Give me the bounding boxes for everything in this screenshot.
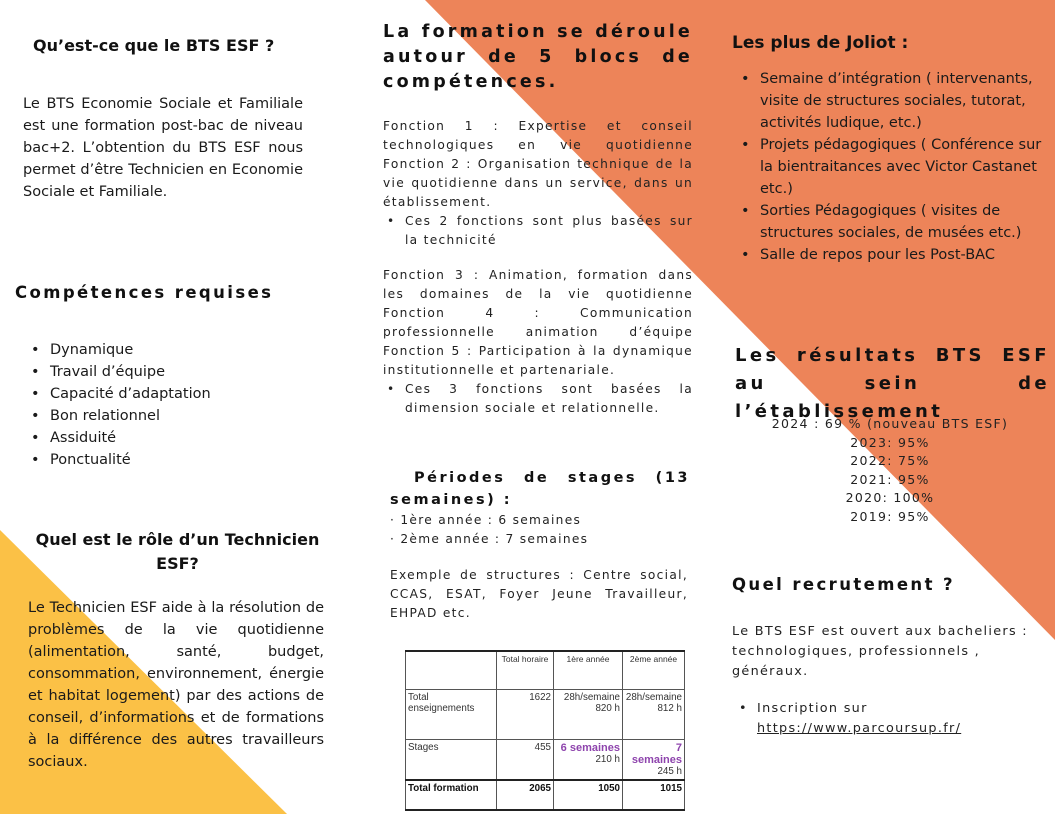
functions-1-2-text: Fonction 1 : Expertise et conseil technologiques en vie quotidienne Fonction 2 : Organisation technique de la vie quotidienne dans un service, dans un établissement. bbox=[383, 119, 693, 209]
results-list bbox=[740, 415, 1040, 526]
year1-hours: 210 h bbox=[595, 754, 620, 765]
hours-table bbox=[405, 650, 685, 811]
row-label: Total formation bbox=[406, 780, 497, 810]
year2-hours: 245 h bbox=[657, 766, 682, 777]
results-title: Les résultats BTS ESF au sein de l’établissement bbox=[735, 345, 1050, 422]
structure-examples: Exemple de structures : Centre social, CCAS, ESAT, Foyer Jeune Travailleur, EHPAD etc. bbox=[390, 568, 688, 620]
table-header-row bbox=[406, 651, 685, 690]
year1-rate: 28h/semaine bbox=[563, 692, 620, 703]
result-item: 2020: 100% bbox=[845, 490, 935, 505]
row-total: 2065 bbox=[497, 780, 554, 810]
skill-item: • Ponctualité bbox=[25, 449, 211, 471]
what-is-title: Qu’est-ce que le BTS ESF ? bbox=[33, 36, 275, 55]
plus-title: Les plus de Joliot : bbox=[732, 33, 909, 53]
role-body: Le Technicien ESF aide à la résolution de problèmes de la vie quotidienne (alimentation, santé, budget, consommation, environnement, énergie et habitat logement) par des actions de conseil, d’informations et de formations à la différence des autres travailleurs sociaux. bbox=[28, 600, 324, 770]
skill-item: • Dynamique bbox=[25, 339, 211, 361]
row-year1: 1050 bbox=[554, 780, 623, 810]
table-header-cell: 2ème année bbox=[623, 651, 685, 690]
skills-title: Compétences requises bbox=[15, 283, 274, 302]
row-total: 455 bbox=[497, 740, 554, 781]
row-label: Stages bbox=[406, 740, 497, 781]
internship-line: · 2ème année : 7 semaines bbox=[390, 532, 589, 546]
plus-item: • Projets pédagogiques ( Conférence sur la bientraitances avec Victor Castanet etc.) bbox=[735, 134, 1055, 200]
internship-line: · 1ère année : 6 semaines bbox=[390, 513, 582, 527]
table-row bbox=[406, 690, 685, 740]
year2-rate: 28h/semaine bbox=[625, 692, 682, 703]
row-label: Total enseignements bbox=[406, 690, 497, 740]
year2-weeks: 7 semaines bbox=[631, 742, 682, 766]
skills-list bbox=[25, 339, 211, 471]
functions-1-2-note: • Ces 2 fonctions sont plus basées sur la technicité bbox=[383, 212, 693, 250]
skill-item: • Travail d’équipe bbox=[25, 361, 211, 383]
internships-lines bbox=[390, 511, 690, 549]
skill-item: • Bon relationnel bbox=[25, 405, 211, 427]
table-header-cell: Total horaire bbox=[497, 651, 554, 690]
table-header-cell: 1ère année bbox=[554, 651, 623, 690]
plus-item: • Salle de repos pour les Post-BAC bbox=[735, 244, 1055, 266]
plus-item: • Semaine d’intégration ( intervenants, visite de structures sociales, tutorat, activités ludique, etc.) bbox=[735, 68, 1055, 134]
recruitment-title: Quel recrutement ? bbox=[732, 575, 955, 594]
plus-item: • Sorties Pédagogiques ( visites de structures sociales, de musées etc.) bbox=[735, 200, 1055, 244]
functions-block-2 bbox=[383, 266, 693, 418]
internships-title: Périodes de stages (13 semaines) : bbox=[390, 470, 690, 508]
row-total: 1622 bbox=[497, 690, 554, 740]
result-item: 2023: 95% bbox=[850, 434, 930, 450]
result-item: 2022: 75% bbox=[850, 453, 930, 468]
recruitment-item bbox=[735, 699, 1055, 739]
year1-weeks: 6 semaines bbox=[560, 742, 620, 754]
table-header-cell bbox=[406, 651, 497, 690]
functions-3-5-notes bbox=[383, 380, 693, 418]
year1-hours: 820 h bbox=[595, 703, 620, 714]
parcoursup-link[interactable]: https://www.parcoursup.fr/ bbox=[757, 721, 962, 736]
result-item: 2024 : 69 % (nouveau BTS ESF) bbox=[771, 416, 1009, 431]
row-year2: 1015 bbox=[623, 780, 685, 810]
recruitment-list bbox=[735, 699, 1055, 739]
what-is-body: Le BTS Economie Sociale et Familiale est une formation post-bac de niveau bac+2. L’obtention du BTS ESF nous permet d’être Technicien en Economie Sociale et Familiale. bbox=[23, 96, 303, 200]
functions-3-5-note: • Ces 3 fonctions sont basées la dimension sociale et relationnelle. bbox=[383, 380, 693, 418]
training-title: La formation se déroule autour de 5 blocs de compétences. bbox=[383, 22, 693, 92]
row-year2 bbox=[623, 740, 685, 781]
recruitment-body: Le BTS ESF est ouvert aux bacheliers : technologiques, professionnels , généraux. bbox=[732, 624, 1028, 679]
role-title: Quel est le rôle d’un Technicien ESF? bbox=[35, 530, 320, 573]
row-year2 bbox=[623, 690, 685, 740]
plus-list bbox=[735, 68, 1055, 266]
skill-item: • Assiduité bbox=[25, 427, 211, 449]
functions-block-1 bbox=[383, 117, 693, 250]
year2-hours: 812 h bbox=[657, 703, 682, 714]
table-row bbox=[406, 780, 685, 810]
table-row bbox=[406, 740, 685, 781]
functions-3-5-text: Fonction 3 : Animation, formation dans les domaines de la vie quotidienne Fonction 4 : Communication professionnelle animation d’équipe Fonction 5 : Participation à la dynamique institutionnelle et partenariale. bbox=[383, 268, 693, 377]
row-year1 bbox=[554, 690, 623, 740]
inscription-label: • Inscription sur bbox=[757, 701, 868, 716]
functions-1-2-notes bbox=[383, 212, 693, 250]
skill-item: • Capacité d’adaptation bbox=[25, 383, 211, 405]
result-item: 2019: 95% bbox=[850, 508, 930, 524]
row-year1 bbox=[554, 740, 623, 781]
result-item: 2021: 95% bbox=[850, 471, 930, 487]
